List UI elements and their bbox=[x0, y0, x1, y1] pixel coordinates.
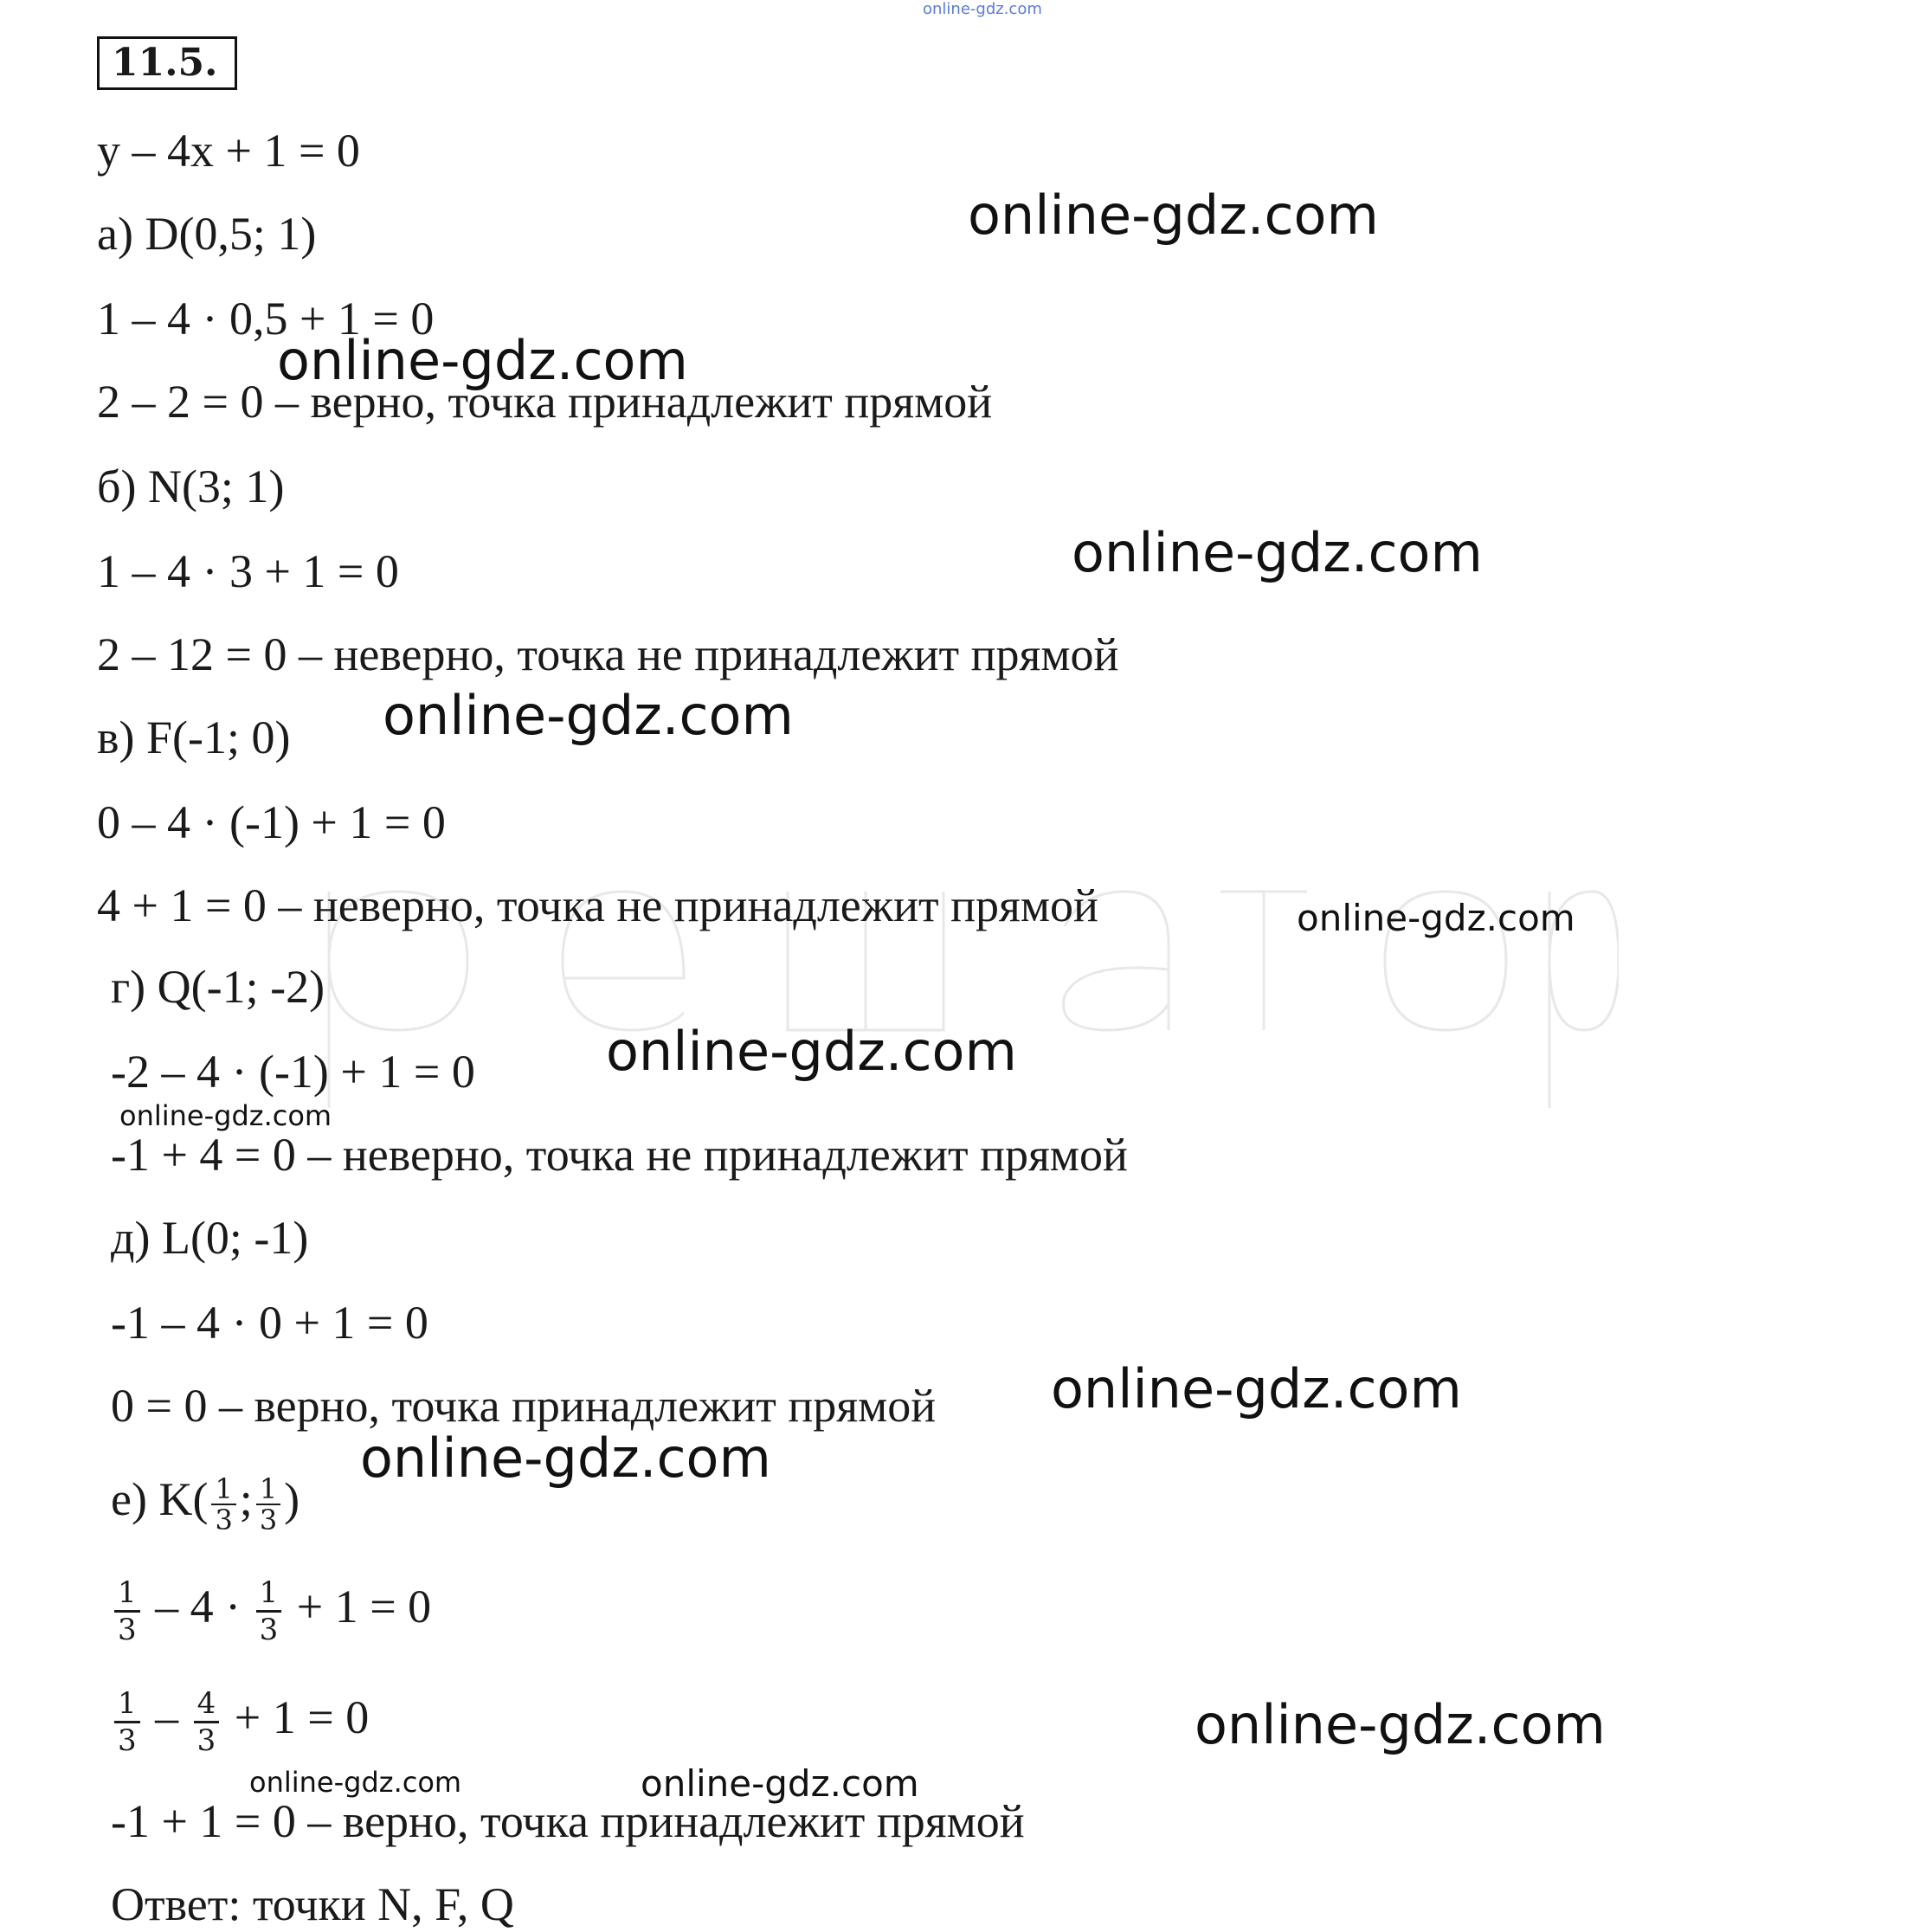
fraction-denominator: 3 bbox=[118, 1723, 137, 1758]
watermark: online-gdz.com bbox=[1195, 1693, 1606, 1756]
part-a-calc: 1 – 4 · 0,5 + 1 = 0 bbox=[97, 293, 435, 345]
watermark: online-gdz.com bbox=[606, 1020, 1017, 1083]
fraction-numerator: 1 bbox=[211, 1474, 235, 1505]
part-e-label-sep: ; bbox=[239, 1473, 253, 1525]
part-b-label: б) N(3; 1) bbox=[97, 460, 285, 512]
fraction-one-third bbox=[256, 1474, 280, 1535]
part-d-label: д) L(0; -1) bbox=[111, 1212, 309, 1264]
part-e-label bbox=[111, 1472, 299, 1535]
part-e-label-prefix: е) K( bbox=[111, 1473, 209, 1525]
watermark: online-gdz.com bbox=[1297, 897, 1575, 939]
part-d-result: 0 = 0 – верно, точка принадлежит прямой bbox=[111, 1380, 937, 1432]
problem-number: 11.5. bbox=[97, 36, 237, 90]
part-e-calc1-tail: + 1 = 0 bbox=[296, 1580, 432, 1633]
part-e-result: -1 + 1 = 0 – верно, точка принадлежит прямой bbox=[111, 1795, 1025, 1847]
watermark: online-gdz.com bbox=[119, 1099, 332, 1132]
fraction-numerator: 1 bbox=[256, 1474, 280, 1505]
part-e-calc2 bbox=[111, 1686, 369, 1758]
part-e-calc2-mid: – bbox=[155, 1690, 179, 1743]
part-a-result: 2 – 2 = 0 – верно, точка принадлежит прямой bbox=[97, 376, 993, 428]
watermark: online-gdz.com bbox=[249, 1766, 462, 1799]
fraction-one-third bbox=[211, 1474, 235, 1535]
fraction-denominator: 3 bbox=[196, 1723, 216, 1758]
part-e-calc1-mid: – 4 · bbox=[155, 1580, 242, 1633]
part-d-calc: -1 – 4 · 0 + 1 = 0 bbox=[111, 1297, 428, 1349]
answer: Ответ: точки N, F, Q bbox=[111, 1878, 514, 1930]
fraction-numerator: 1 bbox=[256, 1575, 282, 1613]
fraction-one-third bbox=[256, 1575, 282, 1647]
fraction-denominator: 3 bbox=[259, 1613, 279, 1647]
part-v-result: 4 + 1 = 0 – неверно, точка не принадлежит прямой bbox=[97, 879, 1098, 931]
part-e-calc1 bbox=[111, 1575, 431, 1647]
fraction-numerator: 1 bbox=[114, 1686, 140, 1723]
fraction-numerator: 1 bbox=[114, 1575, 140, 1613]
watermark: online-gdz.com bbox=[277, 329, 688, 392]
part-v-calc: 0 – 4 · (-1) + 1 = 0 bbox=[97, 796, 446, 848]
watermark: online-gdz.com bbox=[1051, 1357, 1462, 1420]
fraction-denominator: 3 bbox=[259, 1503, 278, 1536]
part-e-calc2-tail: + 1 = 0 bbox=[234, 1690, 370, 1743]
watermark: online-gdz.com bbox=[968, 184, 1379, 247]
watermark: online-gdz.com bbox=[641, 1762, 919, 1805]
watermark: online-gdz.com bbox=[383, 684, 794, 747]
fraction-one-third bbox=[114, 1686, 140, 1758]
part-g-calc: -2 – 4 · (-1) + 1 = 0 bbox=[111, 1046, 475, 1098]
fraction-one-third bbox=[114, 1575, 140, 1647]
part-v-label: в) F(-1; 0) bbox=[97, 712, 291, 763]
part-e-label-suffix: ) bbox=[284, 1473, 300, 1525]
fraction-four-thirds bbox=[194, 1686, 220, 1758]
watermark: online-gdz.com bbox=[360, 1426, 771, 1490]
part-b-result: 2 – 12 = 0 – неверно, точка не принадлежит прямой bbox=[97, 628, 1119, 680]
fraction-numerator: 4 bbox=[194, 1686, 220, 1723]
part-a-label: а) D(0,5; 1) bbox=[97, 208, 317, 260]
fraction-denominator: 3 bbox=[215, 1503, 233, 1536]
top-watermark: online-gdz.com bbox=[923, 0, 1042, 18]
part-b-calc: 1 – 4 · 3 + 1 = 0 bbox=[97, 545, 399, 597]
fraction-denominator: 3 bbox=[118, 1613, 137, 1647]
equation: y – 4x + 1 = 0 bbox=[97, 125, 360, 177]
part-g-label: г) Q(-1; -2) bbox=[111, 961, 325, 1013]
part-g-result: -1 + 4 = 0 – неверно, точка не принадлежит прямой bbox=[111, 1129, 1128, 1181]
watermark: online-gdz.com bbox=[1072, 521, 1483, 584]
